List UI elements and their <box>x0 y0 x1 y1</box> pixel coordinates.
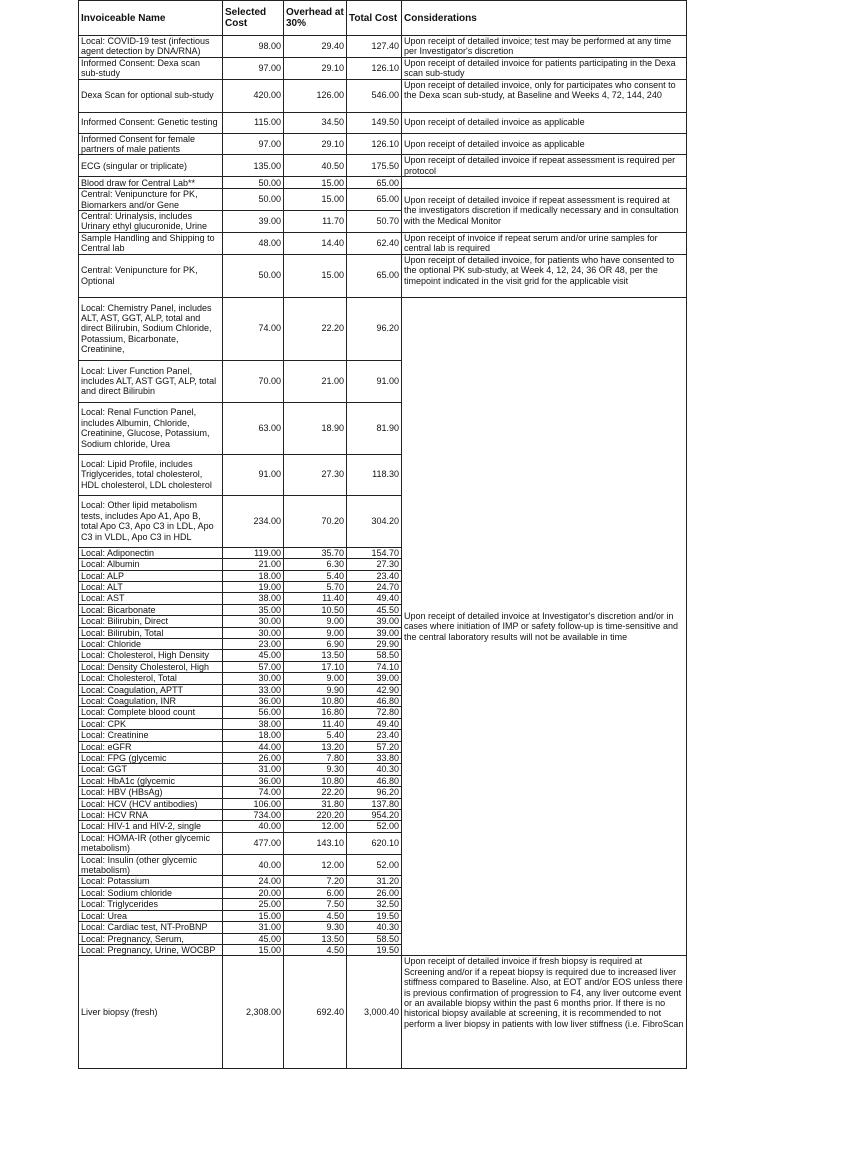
overhead-cell: 27.30 <box>284 454 347 495</box>
total-cost-cell: 33.80 <box>347 753 402 764</box>
total-cost-cell: 127.40 <box>347 36 402 58</box>
total-cost-cell: 46.80 <box>347 775 402 786</box>
total-cost-cell: 39.00 <box>347 616 402 627</box>
total-cost-cell: 24.70 <box>347 581 402 592</box>
selected-cost-cell: 50.00 <box>223 254 284 297</box>
invoiceable-name-cell: Local: ALP <box>79 570 223 581</box>
selected-cost-cell: 44.00 <box>223 741 284 752</box>
selected-cost-cell: 25.00 <box>223 899 284 910</box>
invoiceable-name-cell: Local: Chloride <box>79 638 223 649</box>
overhead-cell: 15.00 <box>284 189 347 211</box>
total-cost-cell: 52.00 <box>347 854 402 876</box>
total-cost-cell: 49.40 <box>347 718 402 729</box>
considerations-cell: Upon receipt of detailed invoice, for patients who have consented to the optional PK sub-study, at Week 4, 12, 24, 36 OR 48, per the timepoint indicated in the visit grid for the applicable visit <box>402 254 687 297</box>
total-cost-cell: 29.90 <box>347 638 402 649</box>
total-cost-cell: 42.90 <box>347 684 402 695</box>
overhead-cell: 10.80 <box>284 775 347 786</box>
invoiceable-name-cell: Liver biopsy (fresh) <box>79 956 223 1069</box>
selected-cost-cell: 38.00 <box>223 593 284 604</box>
overhead-cell: 6.90 <box>284 638 347 649</box>
invoiceable-name-cell: Local: HOMA-IR (other glycemic metabolism) <box>79 832 223 854</box>
overhead-cell: 5.40 <box>284 570 347 581</box>
invoiceable-name-cell: Local: Albumin <box>79 559 223 570</box>
overhead-cell: 7.80 <box>284 753 347 764</box>
overhead-cell: 15.00 <box>284 254 347 297</box>
overhead-cell: 13.50 <box>284 650 347 661</box>
total-cost-cell: 149.50 <box>347 112 402 133</box>
invoiceable-name-cell: Local: Coagulation, APTT <box>79 684 223 695</box>
selected-cost-cell: 63.00 <box>223 402 284 454</box>
header-considerations: Considerations <box>402 1 687 36</box>
considerations-cell: Upon receipt of detailed invoice if repeat assessment is required per protocol <box>402 155 687 177</box>
selected-cost-cell: 19.00 <box>223 581 284 592</box>
invoiceable-name-cell: Local: Pregnancy, Serum, <box>79 933 223 944</box>
overhead-cell: 10.50 <box>284 604 347 615</box>
total-cost-cell: 58.50 <box>347 650 402 661</box>
invoiceable-name-cell: Local: Creatinine <box>79 730 223 741</box>
considerations-cell: Upon receipt of detailed invoice, only for participates who consent to the Dexa scan sub-study, at Baseline and Weeks 4, 72, 144, 240 <box>402 79 687 112</box>
total-cost-cell: 81.90 <box>347 402 402 454</box>
selected-cost-cell: 38.00 <box>223 718 284 729</box>
total-cost-cell: 31.20 <box>347 876 402 887</box>
overhead-cell: 13.20 <box>284 741 347 752</box>
invoiceable-name-cell: Central: Urinalysis, includes Urinary ethyl glucuronide, Urine <box>79 211 223 233</box>
total-cost-cell: 19.50 <box>347 910 402 921</box>
invoiceable-name-cell: Informed Consent: Dexa scan sub-study <box>79 57 223 79</box>
selected-cost-cell: 33.00 <box>223 684 284 695</box>
overhead-cell: 14.40 <box>284 232 347 254</box>
overhead-cell: 12.00 <box>284 821 347 832</box>
selected-cost-cell: 50.00 <box>223 189 284 211</box>
overhead-cell: 40.50 <box>284 155 347 177</box>
total-cost-cell: 3,000.40 <box>347 956 402 1069</box>
invoiceable-name-cell: Local: HBV (HBsAg) <box>79 787 223 798</box>
selected-cost-cell: 48.00 <box>223 232 284 254</box>
total-cost-cell: 23.40 <box>347 570 402 581</box>
total-cost-cell: 74.10 <box>347 661 402 672</box>
invoiceable-name-cell: Local: ALT <box>79 581 223 592</box>
overhead-cell: 15.00 <box>284 177 347 189</box>
selected-cost-cell: 18.00 <box>223 570 284 581</box>
total-cost-cell: 72.80 <box>347 707 402 718</box>
total-cost-cell: 126.10 <box>347 133 402 155</box>
invoiceable-name-cell: Central: Venipuncture for PK, Biomarkers and/or Gene <box>79 189 223 211</box>
invoiceable-name-cell: Local: Sodium chloride <box>79 887 223 898</box>
invoiceable-name-cell: Local: FPG (glycemic <box>79 753 223 764</box>
total-cost-cell: 118.30 <box>347 454 402 495</box>
total-cost-cell: 40.30 <box>347 922 402 933</box>
table-row <box>79 297 687 360</box>
invoiceable-name-cell: Local: Coagulation, INR <box>79 695 223 706</box>
invoiceable-name-cell: Local: HIV-1 and HIV-2, single <box>79 821 223 832</box>
table-row <box>79 79 687 112</box>
total-cost-cell: 26.00 <box>347 887 402 898</box>
selected-cost-cell: 23.00 <box>223 638 284 649</box>
header-overhead: Overhead at 30% <box>284 1 347 36</box>
selected-cost-cell: 20.00 <box>223 887 284 898</box>
total-cost-cell: 58.50 <box>347 933 402 944</box>
selected-cost-cell: 97.00 <box>223 57 284 79</box>
total-cost-cell: 46.80 <box>347 695 402 706</box>
overhead-cell: 13.50 <box>284 933 347 944</box>
invoiceable-name-cell: Local: Liver Function Panel, includes ALT, AST GGT, ALP, total and direct Bilirubin <box>79 360 223 402</box>
invoiceable-name-cell: Local: Bicarbonate <box>79 604 223 615</box>
invoiceable-name-cell: Local: CPK <box>79 718 223 729</box>
overhead-cell: 7.20 <box>284 876 347 887</box>
invoiceable-name-cell: Local: Urea <box>79 910 223 921</box>
invoiceable-name-cell: Local: Triglycerides <box>79 899 223 910</box>
selected-cost-cell: 15.00 <box>223 944 284 955</box>
invoiceable-name-cell: Blood draw for Central Lab** <box>79 177 223 189</box>
invoiceable-name-cell: Local: Cholesterol, High Density <box>79 650 223 661</box>
selected-cost-cell: 21.00 <box>223 559 284 570</box>
total-cost-cell: 40.30 <box>347 764 402 775</box>
total-cost-cell: 52.00 <box>347 821 402 832</box>
selected-cost-cell: 50.00 <box>223 177 284 189</box>
selected-cost-cell: 31.00 <box>223 764 284 775</box>
invoiceable-name-cell: Local: Cholesterol, Total <box>79 673 223 684</box>
total-cost-cell: 23.40 <box>347 730 402 741</box>
selected-cost-cell: 734.00 <box>223 810 284 821</box>
invoiceable-name-cell: Local: Density Cholesterol, High <box>79 661 223 672</box>
invoiceable-name-cell: Local: Chemistry Panel, includes ALT, AST, GGT, ALP, total and direct Bilirubin, Sodium Chloride, Potassium, Bicarbonate, Creatinine, <box>79 297 223 360</box>
overhead-cell: 21.00 <box>284 360 347 402</box>
selected-cost-cell: 39.00 <box>223 211 284 233</box>
header-total: Total Cost <box>347 1 402 36</box>
invoiceable-name-cell: Local: AST <box>79 593 223 604</box>
overhead-cell: 18.90 <box>284 402 347 454</box>
total-cost-cell: 954.20 <box>347 810 402 821</box>
overhead-cell: 9.00 <box>284 616 347 627</box>
selected-cost-cell: 106.00 <box>223 798 284 809</box>
invoiceable-name-cell: Local: Pregnancy, Urine, WOCBP <box>79 944 223 955</box>
total-cost-cell: 45.50 <box>347 604 402 615</box>
selected-cost-cell: 57.00 <box>223 661 284 672</box>
invoiceable-name-cell: Local: Bilirubin, Total <box>79 627 223 638</box>
considerations-cell: Upon receipt of detailed invoice as applicable <box>402 112 687 133</box>
table-row <box>79 36 687 58</box>
overhead-cell: 9.90 <box>284 684 347 695</box>
total-cost-cell: 32.50 <box>347 899 402 910</box>
overhead-cell: 6.30 <box>284 559 347 570</box>
invoiceable-name-cell: Informed Consent: Genetic testing <box>79 112 223 133</box>
total-cost-cell: 154.70 <box>347 547 402 558</box>
overhead-cell: 220.20 <box>284 810 347 821</box>
total-cost-cell: 304.20 <box>347 495 402 547</box>
overhead-cell: 29.10 <box>284 133 347 155</box>
table-row <box>79 189 687 211</box>
selected-cost-cell: 36.00 <box>223 775 284 786</box>
selected-cost-cell: 234.00 <box>223 495 284 547</box>
overhead-cell: 70.20 <box>284 495 347 547</box>
table-row <box>79 232 687 254</box>
total-cost-cell: 27.30 <box>347 559 402 570</box>
overhead-cell: 29.10 <box>284 57 347 79</box>
table-row <box>79 956 687 1069</box>
selected-cost-cell: 35.00 <box>223 604 284 615</box>
overhead-cell: 12.00 <box>284 854 347 876</box>
invoiceable-name-cell: Local: Other lipid metabolism tests, includes Apo A1, Apo B, total Apo C3, Apo C3 in LDL, Apo C3 in VLDL, Apo C3 in HDL <box>79 495 223 547</box>
selected-cost-cell: 420.00 <box>223 79 284 112</box>
considerations-cell <box>402 177 687 189</box>
table-row <box>79 254 687 297</box>
overhead-cell: 11.40 <box>284 718 347 729</box>
total-cost-cell: 175.50 <box>347 155 402 177</box>
total-cost-cell: 49.40 <box>347 593 402 604</box>
considerations-cell: Upon receipt of detailed invoice; test may be performed at any time per Investigator's discretion <box>402 36 687 58</box>
overhead-cell: 5.40 <box>284 730 347 741</box>
overhead-cell: 9.30 <box>284 764 347 775</box>
selected-cost-cell: 98.00 <box>223 36 284 58</box>
total-cost-cell: 39.00 <box>347 627 402 638</box>
invoiceable-name-cell: Sample Handling and Shipping to Central lab <box>79 232 223 254</box>
selected-cost-cell: 30.00 <box>223 616 284 627</box>
selected-cost-cell: 70.00 <box>223 360 284 402</box>
selected-cost-cell: 135.00 <box>223 155 284 177</box>
selected-cost-cell: 91.00 <box>223 454 284 495</box>
invoiceable-name-cell: Local: HCV RNA <box>79 810 223 821</box>
total-cost-cell: 50.70 <box>347 211 402 233</box>
selected-cost-cell: 115.00 <box>223 112 284 133</box>
selected-cost-cell: 2,308.00 <box>223 956 284 1069</box>
invoiceable-name-cell: Local: Renal Function Panel, includes Albumin, Chloride, Creatinine, Glucose, Potassium, Sodium chloride, Urea <box>79 402 223 454</box>
total-cost-cell: 19.50 <box>347 944 402 955</box>
invoiceable-name-cell: Local: eGFR <box>79 741 223 752</box>
overhead-cell: 29.40 <box>284 36 347 58</box>
overhead-cell: 4.50 <box>284 910 347 921</box>
overhead-cell: 6.00 <box>284 887 347 898</box>
overhead-cell: 17.10 <box>284 661 347 672</box>
selected-cost-cell: 45.00 <box>223 650 284 661</box>
considerations-cell: Upon receipt of invoice if repeat serum and/or urine samples for central lab is required <box>402 232 687 254</box>
selected-cost-cell: 56.00 <box>223 707 284 718</box>
overhead-cell: 126.00 <box>284 79 347 112</box>
overhead-cell: 35.70 <box>284 547 347 558</box>
overhead-cell: 34.50 <box>284 112 347 133</box>
invoiceable-name-cell: Local: HCV (HCV antibodies) <box>79 798 223 809</box>
table-row <box>79 177 687 189</box>
table-row <box>79 133 687 155</box>
table-row <box>79 155 687 177</box>
overhead-cell: 22.20 <box>284 297 347 360</box>
total-cost-cell: 65.00 <box>347 177 402 189</box>
invoiceable-name-cell: Local: Potassium <box>79 876 223 887</box>
considerations-cell: Upon receipt of detailed invoice as applicable <box>402 133 687 155</box>
header-row <box>79 1 687 36</box>
selected-cost-cell: 45.00 <box>223 933 284 944</box>
considerations-cell: Upon receipt of detailed invoice if repeat assessment is required at the investigators discretion if medically necessary and in consultation with the Medical Monitor <box>402 189 687 233</box>
overhead-cell: 11.70 <box>284 211 347 233</box>
invoiceable-name-cell: Local: GGT <box>79 764 223 775</box>
selected-cost-cell: 24.00 <box>223 876 284 887</box>
selected-cost-cell: 119.00 <box>223 547 284 558</box>
total-cost-cell: 57.20 <box>347 741 402 752</box>
total-cost-cell: 620.10 <box>347 832 402 854</box>
total-cost-cell: 137.80 <box>347 798 402 809</box>
selected-cost-cell: 477.00 <box>223 832 284 854</box>
selected-cost-cell: 97.00 <box>223 133 284 155</box>
overhead-cell: 9.30 <box>284 922 347 933</box>
invoice-table <box>78 0 687 1069</box>
overhead-cell: 9.00 <box>284 627 347 638</box>
selected-cost-cell: 74.00 <box>223 787 284 798</box>
selected-cost-cell: 40.00 <box>223 821 284 832</box>
total-cost-cell: 96.20 <box>347 787 402 798</box>
overhead-cell: 5.70 <box>284 581 347 592</box>
selected-cost-cell: 74.00 <box>223 297 284 360</box>
selected-cost-cell: 15.00 <box>223 910 284 921</box>
header-selected: Selected Cost <box>223 1 284 36</box>
overhead-cell: 11.40 <box>284 593 347 604</box>
total-cost-cell: 91.00 <box>347 360 402 402</box>
invoiceable-name-cell: Local: Bilirubin, Direct <box>79 616 223 627</box>
considerations-cell: Upon receipt of detailed invoice if fresh biopsy is required at Screening and/or if a repeat biopsy is required due to increased liver stiffness compared to Baseline. Also, at EOT and/or EOS unless there is previous confirmation of progression to F4, any liver outcome event or an available biopsy within the past 6 months prior. If there is no historical biopsy available at screening, it is recommended to not perform a liver biopsy in patients with low liver stiffness (i.e. FibroScan <box>402 956 687 1069</box>
selected-cost-cell: 31.00 <box>223 922 284 933</box>
selected-cost-cell: 18.00 <box>223 730 284 741</box>
overhead-cell: 4.50 <box>284 944 347 955</box>
overhead-cell: 16.80 <box>284 707 347 718</box>
overhead-cell: 7.50 <box>284 899 347 910</box>
invoiceable-name-cell: Central: Venipuncture for PK, Optional <box>79 254 223 297</box>
total-cost-cell: 62.40 <box>347 232 402 254</box>
invoice-sheet <box>78 0 686 1069</box>
invoiceable-name-cell: Local: Complete blood count <box>79 707 223 718</box>
invoiceable-name-cell: Local: Adiponectin <box>79 547 223 558</box>
table-row <box>79 112 687 133</box>
considerations-cell: Upon receipt of detailed invoice at Investigator's discretion and/or in cases where initiation of IMP or safety follow-up is time-sensitive and the central laboratory results will not be available in time <box>402 297 687 956</box>
invoiceable-name-cell: Dexa Scan for optional sub-study <box>79 79 223 112</box>
table-row <box>79 57 687 79</box>
invoiceable-name-cell: Local: Insulin (other glycemic metabolism) <box>79 854 223 876</box>
selected-cost-cell: 40.00 <box>223 854 284 876</box>
overhead-cell: 22.20 <box>284 787 347 798</box>
total-cost-cell: 65.00 <box>347 189 402 211</box>
overhead-cell: 143.10 <box>284 832 347 854</box>
total-cost-cell: 96.20 <box>347 297 402 360</box>
invoiceable-name-cell: ECG (singular or triplicate) <box>79 155 223 177</box>
selected-cost-cell: 30.00 <box>223 627 284 638</box>
overhead-cell: 31.80 <box>284 798 347 809</box>
selected-cost-cell: 30.00 <box>223 673 284 684</box>
total-cost-cell: 39.00 <box>347 673 402 684</box>
header-name: Invoiceable Name <box>79 1 223 36</box>
selected-cost-cell: 36.00 <box>223 695 284 706</box>
invoiceable-name-cell: Local: Lipid Profile, includes Triglycerides, total cholesterol, HDL cholesterol, LDL cholesterol <box>79 454 223 495</box>
total-cost-cell: 126.10 <box>347 57 402 79</box>
considerations-cell: Upon receipt of detailed invoice for patients participating in the Dexa scan sub-study <box>402 57 687 79</box>
selected-cost-cell: 26.00 <box>223 753 284 764</box>
invoiceable-name-cell: Informed Consent for female partners of male patients <box>79 133 223 155</box>
overhead-cell: 692.40 <box>284 956 347 1069</box>
invoiceable-name-cell: Local: Cardiac test, NT-ProBNP <box>79 922 223 933</box>
total-cost-cell: 546.00 <box>347 79 402 112</box>
invoiceable-name-cell: Local: HbA1c (glycemic <box>79 775 223 786</box>
total-cost-cell: 65.00 <box>347 254 402 297</box>
invoiceable-name-cell: Local: COVID-19 test (infectious agent detection by DNA/RNA) <box>79 36 223 58</box>
overhead-cell: 10.80 <box>284 695 347 706</box>
overhead-cell: 9.00 <box>284 673 347 684</box>
